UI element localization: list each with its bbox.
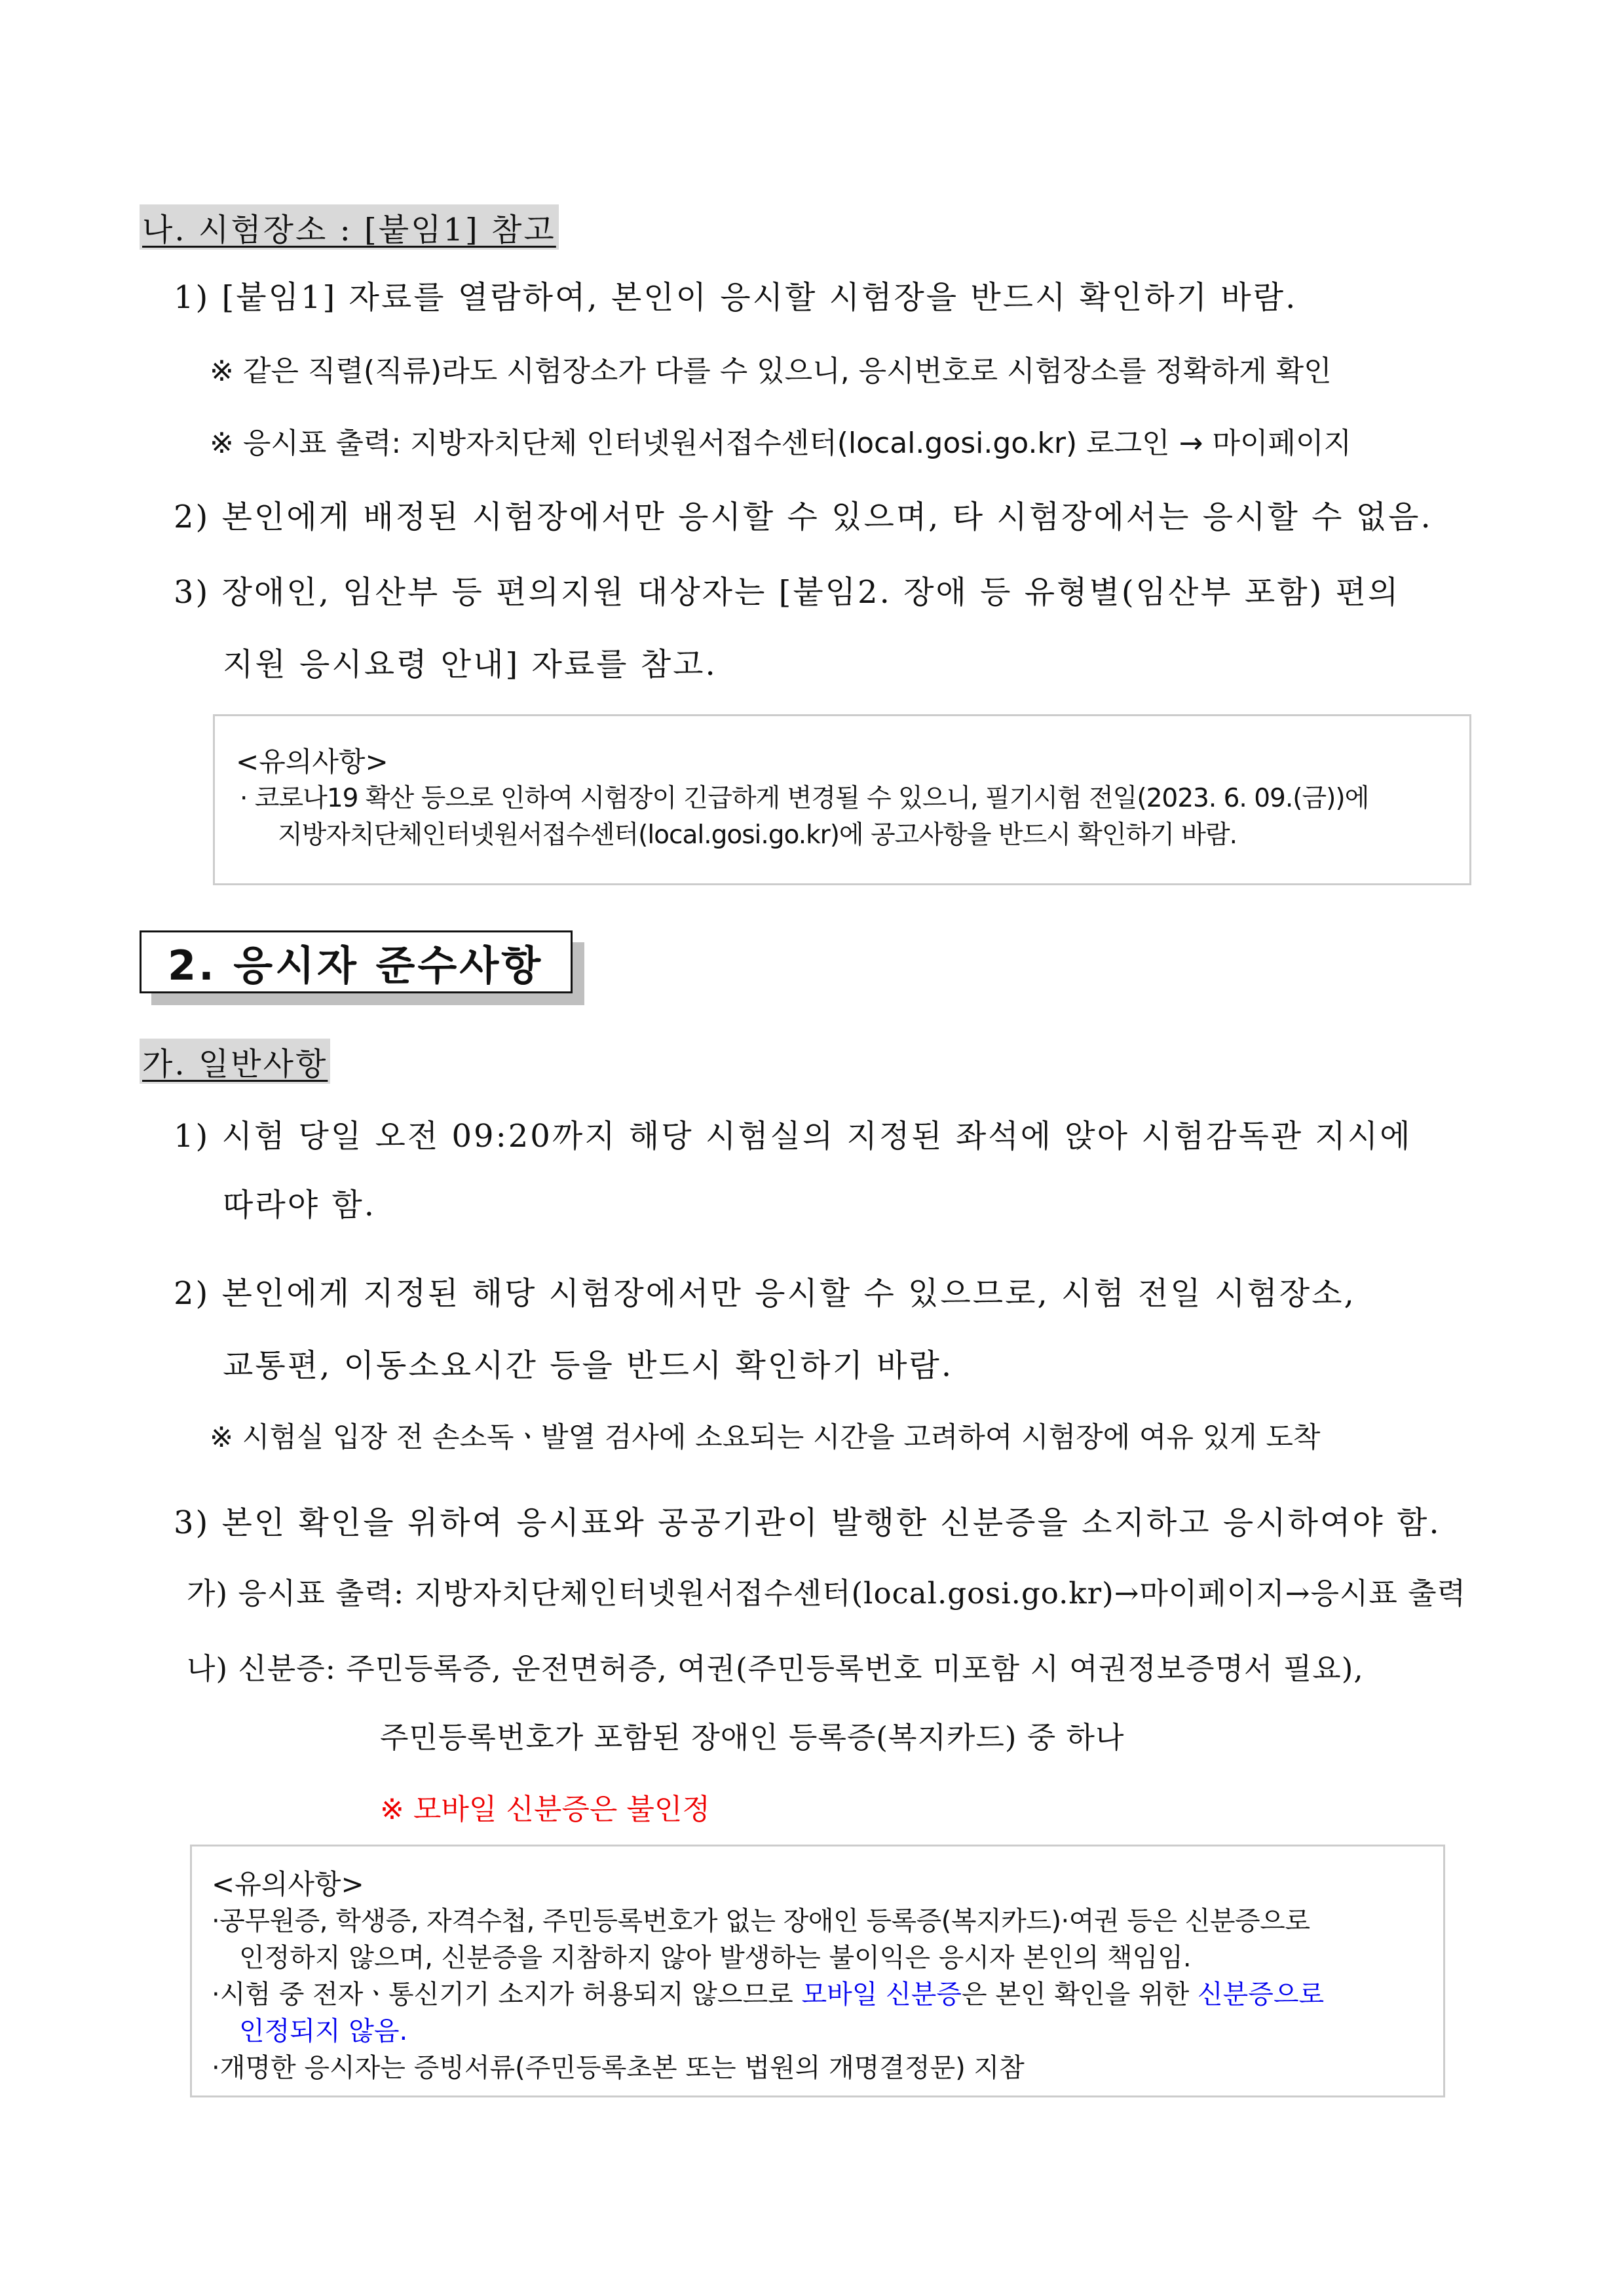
mobile-id-note: ※ 모바일 신분증은 불인정 (380, 1793, 710, 1826)
caution-bullet-1-line-2: 인정하지 않으며, 신분증을 지참하지 않아 발생하는 불이익은 응시자 본인의 책임임. (239, 1943, 1192, 1973)
sec-na-note-1: ※ 같은 직렬(직류)라도 시험장소가 다를 수 있으니, 응시번호로 시험장소를 정확하게 확인 (210, 354, 1332, 388)
mobile-id-highlight: 모바일 신분증 (801, 1980, 962, 2010)
caution-bullet-2-line-1 (212, 1976, 1324, 2013)
caution-title: <유의사항> (212, 1868, 364, 1900)
caution-bullet-3: ·개명한 응시자는 증빙서류(주민등록초본 또는 법원의 개명결정문) 지참 (212, 2053, 1025, 2083)
section-ga-heading: 가. 일반사항 (140, 1039, 330, 1084)
section-na-heading: 나. 시험장소 : [붙임1] 참고 (140, 204, 559, 250)
sec-ga-item-2-note: ※ 시험실 입장 전 손소독ㆍ발열 검사에 소요되는 시간을 고려하여 시험장에 여유 있게 도착 (210, 1421, 1321, 1454)
caution-box-1 (213, 714, 1471, 885)
sec-ga-item-2-line-1: 2) 본인에게 지정된 해당 시험장에서만 응시할 수 있으므로, 시험 전일 시험장소, (174, 1275, 1356, 1312)
caution-line-2: 지방자치단체인터넷원서접수센터(local.gosi.go.kr)에 공고사항을 반드시 확인하기 바람. (278, 820, 1237, 850)
sec-ga-item-1-line-1: 1) 시험 당일 오전 09:20까지 해당 시험실의 지정된 좌석에 앉아 시험감독관 지시에 (174, 1118, 1412, 1155)
caution-bullet-1-line-1: ·공무원증, 학생증, 자격수첩, 주민등록번호가 없는 장애인 등록증(복지카드)·여권 등은 신분증으로 (212, 1906, 1310, 1936)
sec-ga-item-3: 3) 본인 확인을 위하여 응시표와 공공기관이 발행한 신분증을 소지하고 응시하여야 함. (174, 1504, 1441, 1541)
sec-na-note-2: ※ 응시표 출력: 지방자치단체 인터넷원서접수센터(local.gosi.go.kr) 로그인 → 마이페이지 (210, 427, 1352, 460)
sec-ga-sub-na-line-1: 나) 신분증: 주민등록증, 운전면허증, 여권(주민등록번호 미포함 시 여권정보증명서 필요), (187, 1651, 1364, 1686)
caution-bullet-2-text-b: 은 본인 확인을 위한 (962, 1980, 1198, 2010)
sec-na-item-3-line-2: 지원 응시요령 안내] 자료를 참고. (223, 646, 717, 683)
not-recognized-highlight: 신분증으로 (1198, 1980, 1325, 2010)
sec-ga-item-1-line-2: 따라야 함. (223, 1187, 376, 1223)
sec-na-item-3-line-1: 3) 장애인, 임산부 등 편의지원 대상자는 [붙임2. 장애 등 유형별(임산부 포함) 편의 (174, 574, 1401, 611)
caution-bullet-2-text-a: ·시험 중 전자ㆍ통신기기 소지가 허용되지 않으므로 (212, 1980, 802, 2010)
section-2-title: 2. 응시자 준수사항 (140, 930, 573, 993)
caution-bullet-2-line-2: 인정되지 않음. (239, 2016, 408, 2046)
caution-box-2 (190, 1845, 1445, 2097)
sec-ga-sub-ga: 가) 응시표 출력: 지방자치단체인터넷원서접수센터(local.gosi.go.kr)→마이페이지→응시표 출력 (187, 1576, 1467, 1611)
sec-na-item-2: 2) 본인에게 배정된 시험장에서만 응시할 수 있으며, 타 시험장에서는 응시할 수 없음. (174, 499, 1433, 535)
sec-na-item-1: 1) [붙임1] 자료를 열람하여, 본인이 응시할 시험장을 반드시 확인하기 바람. (174, 279, 1298, 316)
sec-ga-sub-na-line-2: 주민등록번호가 포함된 장애인 등록증(복지카드) 중 하나 (380, 1720, 1125, 1755)
sec-ga-item-2-line-2: 교통편, 이동소요시간 등을 반드시 확인하기 바람. (223, 1347, 954, 1384)
caution-title: <유의사항> (236, 746, 388, 778)
caution-line-1: · 코로나19 확산 등으로 인하여 시험장이 긴급하게 변경될 수 있으니, 필기시험 전일(2023. 6. 09.(금))에 (240, 784, 1369, 813)
